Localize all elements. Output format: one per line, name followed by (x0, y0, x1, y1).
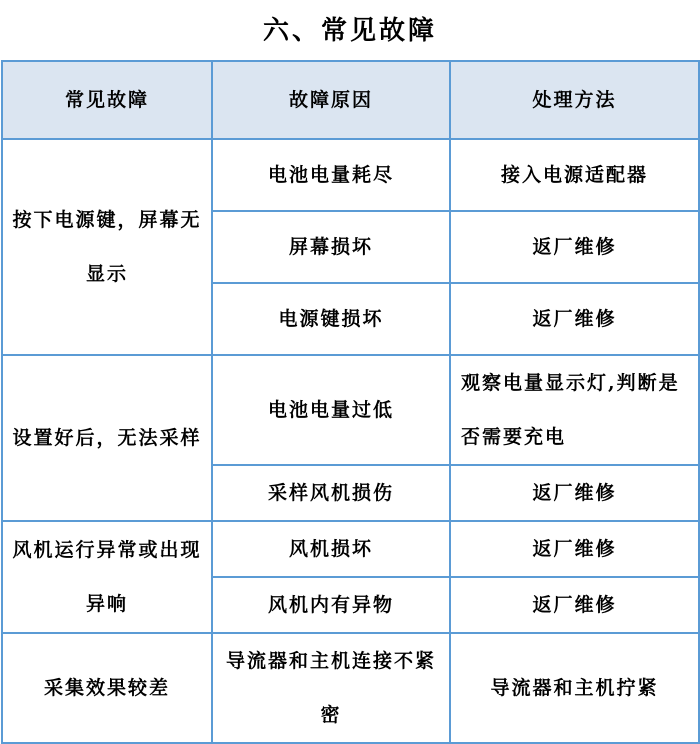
table-row (2, 633, 699, 743)
fix-cell: 返厂维修 (450, 283, 699, 355)
fix-cell: 返厂维修 (450, 521, 699, 577)
cause-cell: 风机内有异物 (212, 577, 450, 633)
table-header-row (2, 61, 699, 139)
fix-cell: 导流器和主机拧紧 (450, 633, 699, 743)
cause-cell: 电池电量耗尽 (212, 139, 450, 211)
header-cause: 故障原因 (212, 61, 450, 139)
fault-cell: 按下电源键，屏幕无显示 (2, 139, 212, 355)
page-title: 六、常见故障 (262, 16, 437, 46)
fix-cell: 接入电源适配器 (450, 139, 699, 211)
fault-table (1, 60, 700, 744)
cause-cell: 风机损坏 (212, 521, 450, 577)
fix-cell: 返厂维修 (450, 211, 699, 283)
cause-cell: 导流器和主机连接不紧密 (212, 633, 450, 743)
header-fix: 处理方法 (450, 61, 699, 139)
cause-cell: 采样风机损伤 (212, 465, 450, 521)
fault-cell: 风机运行异常或出现异响 (2, 521, 212, 633)
cause-cell: 电源键损坏 (212, 283, 450, 355)
cause-cell: 电池电量过低 (212, 355, 450, 465)
cause-cell: 屏幕损坏 (212, 211, 450, 283)
fix-cell: 观察电量显示灯,判断是否需要充电 (450, 355, 699, 465)
fix-cell: 返厂维修 (450, 465, 699, 521)
table-row (2, 521, 699, 577)
table-row (2, 139, 699, 211)
fault-cell: 采集效果较差 (2, 633, 212, 743)
header-fault: 常见故障 (2, 61, 212, 139)
table-row (2, 355, 699, 465)
fault-cell: 设置好后，无法采样 (2, 355, 212, 521)
fix-cell: 返厂维修 (450, 577, 699, 633)
